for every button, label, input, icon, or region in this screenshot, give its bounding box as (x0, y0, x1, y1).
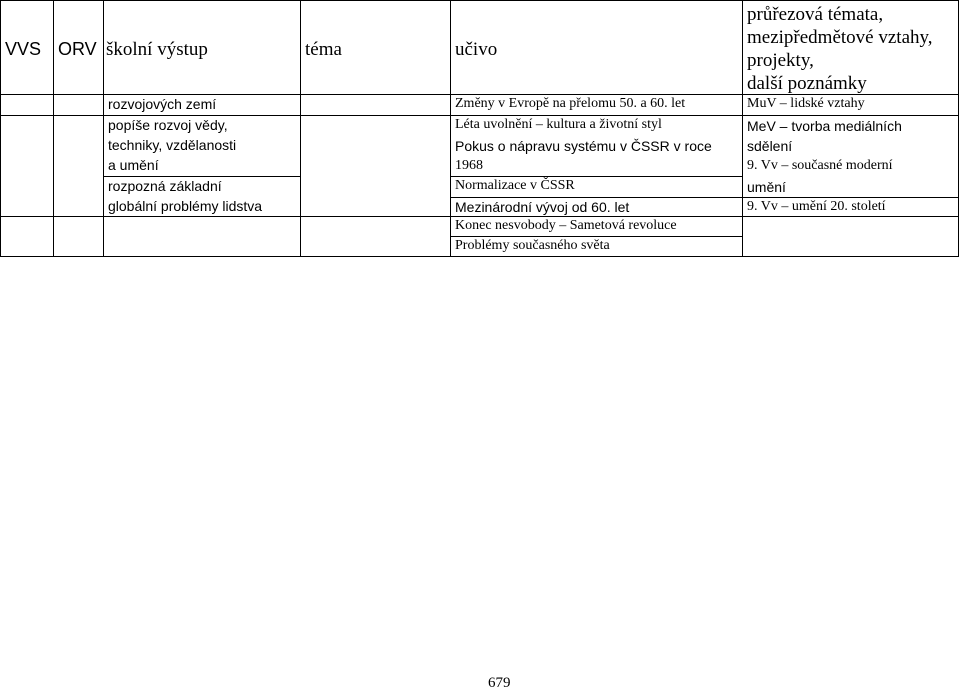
table-border-left (0, 0, 1, 257)
table-border-top (0, 0, 959, 1)
table-border-bottom (0, 256, 959, 257)
vystup-line: techniky, vzdělanosti (108, 137, 237, 153)
poznamky-line: 9. Vv – současné moderní (747, 158, 893, 173)
header-divider (0, 94, 959, 95)
page-number: 679 (488, 675, 511, 691)
ucivo-line: Normalizace v ČSSR (455, 178, 575, 193)
row-divider-1 (0, 115, 959, 116)
ucivo-line: Mezinárodní vývoj od 60. let (455, 199, 630, 215)
header-skolni-vystup: školní výstup (106, 39, 208, 60)
header-orv: ORV (58, 39, 97, 59)
vystup-line: rozpozná základní (108, 178, 222, 194)
header-prurezova-4: další poznámky (747, 73, 867, 94)
row-divider-mid (0, 216, 959, 217)
col-divider-tema (450, 0, 451, 257)
header-prurezova-1: průřezová témata, (747, 4, 884, 25)
col-divider-orv (103, 0, 104, 257)
header-prurezova-2: mezipředmětové vztahy, (747, 27, 933, 48)
row-divider-ucivo-2 (450, 197, 742, 198)
header-prurezova-3: projekty, (747, 50, 814, 71)
curriculum-table (0, 0, 960, 260)
row-divider-ucivo-3 (450, 236, 742, 237)
vystup-line: popíše rozvoj vědy, (108, 117, 228, 133)
poznamky-line: umění (747, 179, 786, 195)
row-divider-vystup (103, 176, 300, 177)
header-ucivo: učivo (455, 39, 498, 60)
vystup-line: globální problémy lidstva (108, 198, 263, 214)
ucivo-line: 1968 (455, 158, 483, 173)
poznamky-line: sdělení (747, 138, 793, 154)
ucivo-line: Léta uvolnění – kultura a životní styl (455, 117, 662, 132)
ucivo-line: Pokus o nápravu systému v ČSSR v roce (455, 138, 712, 154)
col-divider-vystup (300, 0, 301, 257)
poznamky-line: MeV – tvorba mediálních (747, 118, 902, 134)
poznamky-line: 9. Vv – umění 20. století (747, 199, 886, 214)
col-divider-ucivo (742, 0, 743, 257)
ucivo-line: Problémy současného světa (455, 238, 610, 253)
header-vvs: VVS (5, 39, 42, 59)
table-border-right (958, 0, 959, 257)
vystup-line: rozvojových zemí (108, 96, 217, 112)
row-divider-poznamky-1 (742, 197, 959, 198)
header-tema: téma (305, 39, 342, 60)
vystup-line: a umění (108, 157, 159, 173)
ucivo-line: Změny v Evropě na přelomu 50. a 60. let (455, 96, 686, 111)
row-divider-ucivo-1 (450, 176, 742, 177)
poznamky-line: MuV – lidské vztahy (747, 96, 865, 111)
ucivo-line: Konec nesvobody – Sametová revoluce (455, 218, 677, 233)
col-divider-vvs (53, 0, 54, 257)
